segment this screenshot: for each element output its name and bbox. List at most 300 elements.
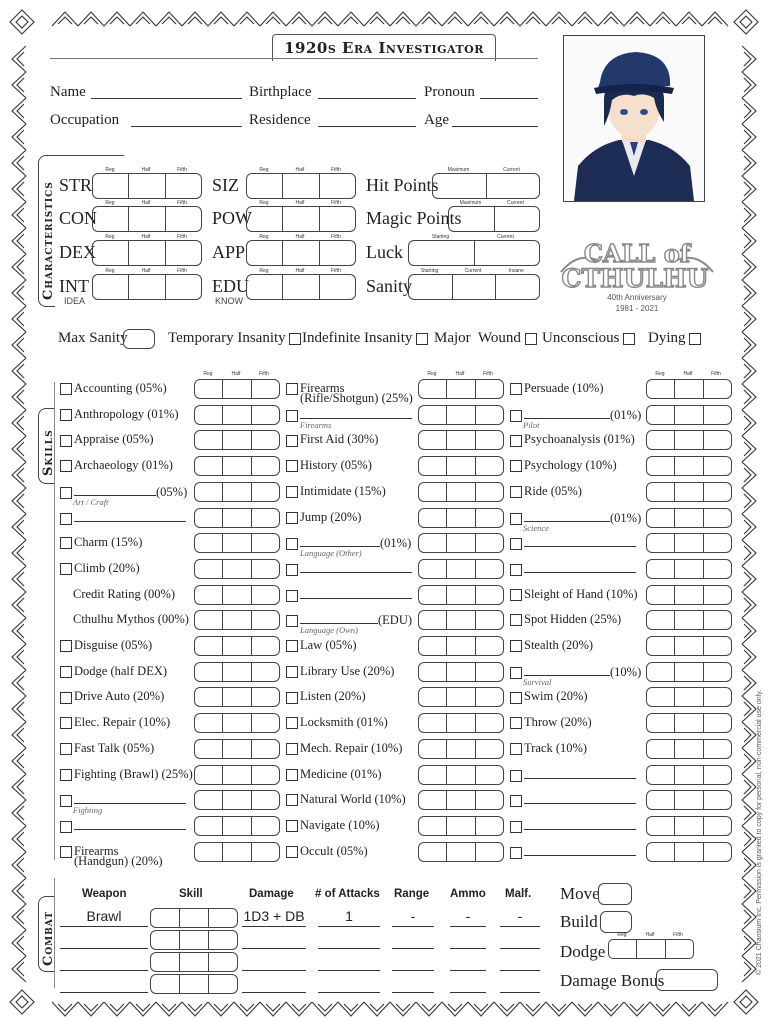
combat-field-line[interactable] (242, 992, 306, 993)
skill-value-box[interactable] (194, 610, 280, 630)
skill-value-box[interactable] (194, 816, 280, 836)
skill-value-box[interactable] (418, 790, 504, 810)
skill-label: Library Use (20%) (300, 663, 395, 678)
skill-checkbox[interactable] (510, 435, 522, 447)
skill-label: Persuade (10%) (524, 381, 604, 395)
skill-checkbox[interactable] (510, 538, 522, 550)
age-label: Age (424, 112, 449, 128)
skill-row (60, 741, 154, 756)
skill-specialty-field[interactable] (300, 561, 412, 573)
skill-value-box[interactable] (646, 559, 732, 579)
skill-value-box[interactable] (418, 662, 504, 682)
luck-label: Luck (366, 242, 403, 262)
skill-value-box[interactable] (646, 765, 732, 785)
skill-value-box[interactable] (646, 790, 732, 810)
skill-checkbox[interactable] (510, 821, 522, 833)
edu-box[interactable] (246, 274, 356, 300)
skill-row (73, 587, 175, 602)
skill-checkbox[interactable] (510, 589, 522, 601)
age-field[interactable] (452, 126, 538, 127)
skill-value-box[interactable] (418, 405, 504, 425)
skill-specialty-field[interactable] (524, 510, 610, 522)
skill-checkbox[interactable] (286, 564, 298, 576)
skill-row (510, 741, 587, 756)
skill-checkbox[interactable] (286, 717, 298, 729)
combat-rule (54, 878, 55, 988)
max-sanity-label: Max Sanity (58, 330, 128, 346)
app-box[interactable] (246, 240, 356, 266)
weapon-skill-box[interactable] (150, 952, 238, 972)
skill-checkbox[interactable] (60, 435, 72, 447)
skill-col1-box-headers: Reg Half Fifth (203, 371, 269, 377)
skill-row (510, 535, 636, 551)
skill-label: Elec. Repair (10%) (74, 715, 171, 730)
combat-field-line[interactable] (242, 970, 306, 971)
skills-heading: Skills (41, 429, 56, 476)
skill-specialty-field[interactable] (524, 792, 636, 804)
skill-value-box[interactable] (418, 765, 504, 785)
malf-header: Malf. (505, 888, 532, 900)
skill-specialty-field[interactable] (524, 844, 636, 856)
skill-value-box[interactable] (418, 687, 504, 707)
skill-label: Firearms (300, 381, 345, 395)
combat-field-line[interactable] (392, 992, 434, 993)
skill-checkbox[interactable] (510, 460, 522, 472)
skill-value-box[interactable] (646, 636, 732, 656)
skill-checkbox[interactable] (286, 640, 298, 652)
siz-box[interactable] (246, 173, 356, 199)
skill-checkbox[interactable] (510, 795, 522, 807)
birthplace-field[interactable] (318, 98, 416, 99)
skill-value-box[interactable] (646, 482, 732, 502)
combat-field-line[interactable] (392, 970, 434, 971)
skill-checkbox[interactable] (510, 564, 522, 576)
con-box[interactable] (92, 206, 202, 232)
skill-label: Drive Auto (20%) (74, 689, 165, 704)
skill-value-box[interactable] (194, 482, 280, 502)
skill-value-box[interactable] (418, 508, 504, 528)
skill-checkbox[interactable] (510, 486, 522, 498)
skill-value-box[interactable] (646, 456, 732, 476)
skill-value-box[interactable] (646, 585, 732, 605)
skill-row (60, 458, 173, 473)
combat-field-line[interactable] (60, 926, 148, 927)
ammo-1[interactable]: - (465, 908, 471, 924)
skill-row (286, 792, 406, 807)
skill-value-box[interactable] (418, 713, 504, 733)
ammo-header: Ammo (450, 888, 486, 900)
skill-checkbox[interactable] (286, 743, 298, 755)
skill-value-box[interactable] (418, 533, 504, 553)
skill-value-box[interactable] (646, 816, 732, 836)
skill-checkbox[interactable] (60, 460, 72, 472)
skill-label: History (05%) (300, 458, 372, 473)
skill-row (286, 741, 402, 756)
skill-row (60, 664, 167, 679)
skill-row (510, 792, 636, 808)
weapon-skill-box[interactable] (150, 930, 238, 950)
skill-specialty-field[interactable] (300, 587, 412, 599)
skill-label: (01%) (380, 536, 412, 551)
skill-row (60, 767, 193, 782)
skill-checkbox[interactable] (286, 769, 298, 781)
skill-value-box[interactable] (418, 559, 504, 579)
copyright-notice: © 2021 Chaosium Inc. Permission is granted to copy for personal, non-commercial use only. (756, 689, 763, 975)
name-field[interactable] (91, 98, 242, 99)
skill-checkbox[interactable] (510, 513, 522, 525)
skill-value-box[interactable] (646, 508, 732, 528)
skill-value-box[interactable] (194, 713, 280, 733)
combat-field-line[interactable] (318, 992, 380, 993)
skills-rule (54, 382, 55, 860)
skill-value-box[interactable] (646, 379, 732, 399)
skill-label: (01%) (610, 510, 642, 525)
skill-value-box[interactable] (194, 842, 280, 862)
skill-checkbox[interactable] (60, 537, 72, 549)
skill-checkbox[interactable] (60, 692, 72, 704)
combat-field-line[interactable] (318, 926, 380, 927)
skill-label: Medicine (01%) (300, 766, 382, 781)
skill-row (510, 638, 593, 653)
skill-checkbox[interactable] (60, 743, 72, 755)
skill-row (60, 638, 152, 653)
combat-field-line[interactable] (500, 992, 540, 993)
skill-value-box[interactable] (194, 430, 280, 450)
build-box[interactable] (600, 911, 632, 933)
skill-label: Swim (20%) (524, 689, 588, 704)
skill-specialty-field[interactable] (74, 484, 156, 496)
skill-specialty-field[interactable] (524, 767, 636, 779)
siz-box-headers: Reg Half Fifth (259, 167, 341, 173)
skill-value-box[interactable] (646, 430, 732, 450)
combat-field-line[interactable] (60, 992, 148, 993)
skill-label: Sleight of Hand (10%) (524, 586, 638, 601)
skill-checkbox[interactable] (60, 846, 72, 858)
skill-row (510, 844, 636, 860)
skill-value-box[interactable] (418, 739, 504, 759)
range-1[interactable]: - (410, 908, 416, 924)
skill-checkbox[interactable] (510, 410, 522, 422)
skill-specialty-field[interactable] (300, 407, 412, 419)
skill-value-box[interactable] (194, 739, 280, 759)
hit-points-box[interactable] (432, 173, 540, 199)
skill-row (60, 432, 154, 447)
skill-checkbox[interactable] (286, 410, 298, 422)
combat-field-line[interactable] (242, 926, 306, 927)
dex-box-headers: Reg Half Fifth (105, 234, 187, 240)
skill-label: Track (10%) (524, 740, 588, 755)
skill-value-box[interactable] (194, 559, 280, 579)
hit-points-label: Hit Points (366, 175, 439, 195)
skill-checkbox[interactable] (286, 538, 298, 550)
skill-checkbox[interactable] (286, 512, 298, 524)
skill-value-box[interactable] (646, 739, 732, 759)
skill-checkbox[interactable] (286, 692, 298, 704)
damage-1[interactable]: 1D3 + DB (243, 908, 305, 924)
skill-specialty-field[interactable] (524, 407, 610, 419)
skill-row (60, 535, 142, 550)
skill-label: Ride (05%) (524, 483, 582, 498)
skill-checkbox[interactable] (60, 769, 72, 781)
skill-row (60, 561, 140, 576)
skill-specialty-hint: Language (Other) (300, 548, 362, 559)
skill-value-box[interactable] (418, 430, 504, 450)
skill-value-box[interactable] (418, 482, 504, 502)
skill-value-box[interactable] (646, 405, 732, 425)
edu-box-headers: Reg Half Fifth (259, 268, 341, 274)
skill-value-box[interactable] (194, 662, 280, 682)
skill-row (510, 484, 582, 499)
skill-value-box[interactable] (418, 816, 504, 836)
major-wound-checkbox[interactable] (525, 333, 537, 345)
con-box-headers: Reg Half Fifth (105, 200, 187, 206)
skill-value-box[interactable] (418, 636, 504, 656)
occupation-label: Occupation (50, 112, 120, 128)
skill-label-cont: (Handgun) (20%) (74, 853, 163, 868)
skill-specialty-field[interactable] (524, 664, 610, 676)
int-box-headers: Reg Half Fifth (105, 268, 187, 274)
skill-value-box[interactable] (646, 713, 732, 733)
skill-row (286, 587, 412, 603)
combat-field-line[interactable] (60, 948, 148, 949)
combat-field-line[interactable] (500, 926, 540, 927)
skill-specialty-field[interactable] (74, 510, 186, 522)
skill-specialty-field[interactable] (74, 792, 186, 804)
weapon-1[interactable]: Brawl (86, 908, 122, 924)
skill-checkbox[interactable] (510, 692, 522, 704)
occupation-field[interactable] (131, 126, 242, 127)
skill-value-box[interactable] (418, 379, 504, 399)
skill-value-box[interactable] (194, 765, 280, 785)
combat-field-line[interactable] (500, 970, 540, 971)
skill-header: Skill (179, 888, 203, 900)
skill-checkbox[interactable] (286, 383, 298, 395)
skill-checkbox[interactable] (510, 383, 522, 395)
pronoun-field[interactable] (480, 98, 538, 99)
unconscious-checkbox[interactable] (623, 333, 635, 345)
skill-checkbox[interactable] (60, 513, 72, 525)
skill-value-box[interactable] (194, 508, 280, 528)
investigator-portrait (563, 35, 705, 202)
residence-label: Residence (249, 112, 311, 128)
combat-field-line[interactable] (450, 926, 486, 927)
skill-specialty-hint: Science (523, 522, 549, 533)
dodge-combat-box[interactable] (608, 939, 694, 959)
characteristics-tab-rule (54, 155, 124, 156)
skill-checkbox[interactable] (286, 486, 298, 498)
skill-checkbox[interactable] (60, 717, 72, 729)
skill-value-box[interactable] (418, 585, 504, 605)
build-label: Build (560, 912, 598, 931)
skill-row (286, 458, 372, 473)
weapon-skill-box[interactable] (150, 974, 238, 994)
skill-label: Fighting (Brawl) (25%) (74, 766, 193, 781)
skill-label: Climb (20%) (74, 560, 140, 575)
skill-row (286, 689, 366, 704)
skill-checkbox[interactable] (286, 435, 298, 447)
skill-checkbox[interactable] (60, 487, 72, 499)
skill-checkbox[interactable] (510, 770, 522, 782)
combat-field-line[interactable] (392, 926, 434, 927)
skill-value-box[interactable] (418, 456, 504, 476)
skill-value-box[interactable] (194, 585, 280, 605)
skill-label: Fast Talk (05%) (74, 740, 155, 755)
str-box[interactable] (92, 173, 202, 199)
skill-checkbox[interactable] (60, 795, 72, 807)
skill-checkbox[interactable] (60, 640, 72, 652)
skill-label: Intimidate (15%) (300, 483, 386, 498)
skill-checkbox[interactable] (286, 590, 298, 602)
skill-value-box[interactable] (194, 405, 280, 425)
skill-label: (EDU) (378, 613, 413, 628)
skill-specialty-field[interactable] (524, 818, 636, 830)
skill-value-box[interactable] (194, 456, 280, 476)
combat-field-line[interactable] (500, 948, 540, 949)
skill-label: Psychoanalysis (01%) (524, 432, 635, 447)
temporary-insanity-checkbox[interactable] (289, 333, 301, 345)
move-box[interactable] (598, 883, 632, 905)
dodge-label: Dodge (560, 942, 606, 961)
skill-value-box[interactable] (194, 636, 280, 656)
combat-field-line[interactable] (392, 948, 434, 949)
combat-field-line[interactable] (242, 948, 306, 949)
skill-specialty-field[interactable] (74, 818, 186, 830)
skill-value-box[interactable] (194, 687, 280, 707)
skill-value-box[interactable] (646, 533, 732, 553)
max-sanity-box[interactable] (123, 329, 155, 349)
weapon-header: Weapon (82, 888, 127, 900)
combat-field-line[interactable] (60, 970, 148, 971)
int-sub-label: IDEA (64, 296, 86, 306)
indefinite-insanity-checkbox[interactable] (416, 333, 428, 345)
weapon-skill-box[interactable] (150, 908, 238, 928)
skill-checkbox[interactable] (286, 615, 298, 627)
skill-row (510, 767, 636, 783)
skill-label: First Aid (30%) (300, 432, 379, 447)
skill-checkbox[interactable] (510, 743, 522, 755)
sanity-box[interactable] (408, 274, 540, 300)
skill-specialty-field[interactable] (300, 612, 378, 624)
skill-row (60, 381, 167, 396)
luck-box[interactable] (408, 240, 540, 266)
indefinite-insanity-label: Indefinite Insanity (302, 330, 413, 346)
residence-field[interactable] (318, 126, 416, 127)
attacks-header: # of Attacks (315, 888, 380, 900)
skill-row (60, 407, 179, 422)
skill-label: Disguise (05%) (74, 638, 153, 652)
skill-specialty-field[interactable] (524, 535, 636, 547)
combat-field-line[interactable] (318, 970, 380, 971)
con-label: CON (59, 208, 98, 228)
combat-field-line[interactable] (450, 970, 486, 971)
skill-row (510, 561, 636, 577)
skill-row (286, 715, 388, 730)
skill-label: Spot Hidden (25%) (524, 612, 622, 627)
skill-value-box[interactable] (418, 842, 504, 862)
skill-value-box[interactable] (646, 687, 732, 707)
skill-value-box[interactable] (194, 533, 280, 553)
str-box-headers: Reg Half Fifth (105, 167, 187, 173)
logo-line1: CALL of (583, 239, 691, 268)
skill-label: Appraise (05%) (74, 432, 154, 447)
skill-row (286, 638, 357, 653)
skill-checkbox[interactable] (286, 460, 298, 472)
skill-label: Occult (05%) (300, 843, 368, 858)
app-box-headers: Reg Half Fifth (259, 234, 341, 240)
int-box[interactable] (92, 274, 202, 300)
skill-label: Natural World (10%) (300, 792, 406, 807)
dying-checkbox[interactable] (689, 333, 701, 345)
malf-1[interactable]: - (517, 908, 523, 924)
edu-label: EDU (212, 276, 249, 296)
skill-checkbox[interactable] (286, 846, 298, 858)
skill-row (286, 510, 361, 525)
skill-row (510, 458, 617, 473)
name-label: Name (50, 84, 86, 100)
skill-value-box[interactable] (418, 610, 504, 630)
skill-label: Credit Rating (00%) (73, 586, 176, 601)
magic-points-box[interactable] (448, 206, 540, 232)
skill-checkbox[interactable] (286, 794, 298, 806)
pow-box[interactable] (246, 206, 356, 232)
birthplace-label: Birthplace (249, 84, 312, 100)
combat-field-line[interactable] (318, 948, 380, 949)
skill-specialty-field[interactable] (524, 561, 636, 573)
pow-label: POW (212, 208, 252, 228)
move-label: Move (560, 884, 600, 903)
skill-label: Mech. Repair (10%) (300, 740, 403, 755)
skill-checkbox[interactable] (60, 563, 72, 575)
skill-col3-box-headers: Reg Half Fifth (655, 371, 721, 377)
skill-checkbox[interactable] (60, 821, 72, 833)
skill-specialty-hint: Art / Craft (73, 496, 109, 507)
skill-value-box[interactable] (646, 662, 732, 682)
skill-checkbox[interactable] (510, 847, 522, 859)
app-label: APP (212, 242, 246, 262)
skill-value-box[interactable] (646, 842, 732, 862)
skill-value-box[interactable] (194, 790, 280, 810)
skill-checkbox[interactable] (60, 666, 72, 678)
skill-row (510, 818, 636, 834)
skill-value-box[interactable] (646, 610, 732, 630)
combat-heading: Combat (41, 911, 56, 966)
skill-label: Law (05%) (300, 638, 357, 652)
skill-row (286, 818, 379, 833)
luck-box-headers: Starting Current (431, 234, 514, 240)
skill-checkbox[interactable] (510, 717, 522, 729)
skill-checkbox[interactable] (286, 666, 298, 678)
skill-checkbox[interactable] (60, 383, 72, 395)
dex-box[interactable] (92, 240, 202, 266)
skill-checkbox[interactable] (60, 409, 72, 421)
skill-checkbox[interactable] (286, 820, 298, 832)
attacks-1[interactable]: 1 (345, 908, 353, 924)
skill-row (73, 612, 189, 627)
skill-checkbox[interactable] (510, 667, 522, 679)
skill-checkbox[interactable] (510, 614, 522, 626)
combat-field-line[interactable] (450, 948, 486, 949)
skill-checkbox[interactable] (510, 640, 522, 652)
skill-row (60, 689, 164, 704)
skill-value-box[interactable] (194, 379, 280, 399)
skill-row (510, 612, 621, 627)
combat-field-line[interactable] (450, 992, 486, 993)
skill-row (286, 844, 368, 859)
skill-label: Throw (20%) (524, 715, 592, 730)
damage-bonus-box[interactable] (656, 969, 718, 991)
logo-line3: 40th Anniversary (607, 293, 667, 302)
skill-specialty-field[interactable] (300, 535, 380, 547)
